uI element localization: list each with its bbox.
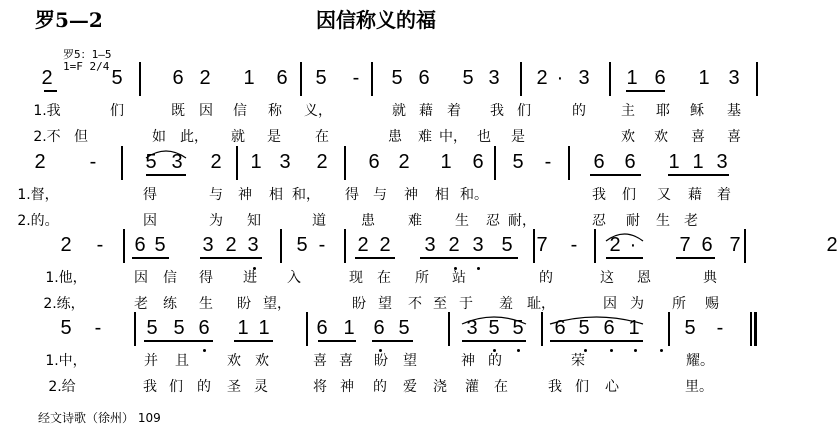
- low-octave-dot: [203, 349, 206, 352]
- lyric-verse1: 并: [144, 353, 158, 369]
- note: 2: [536, 67, 548, 89]
- lyric-verse2: 们: [169, 379, 183, 395]
- lyric-verse1: 望: [403, 353, 417, 369]
- lyric-verse2: 灵: [254, 379, 268, 395]
- note: -: [94, 317, 102, 339]
- lyric-verse2: 2.给: [48, 379, 76, 395]
- note: 5: [146, 317, 158, 339]
- lyric-verse2: 2.的。: [17, 213, 59, 229]
- note: 3: [716, 151, 728, 173]
- note: 6: [701, 234, 713, 256]
- lyric-verse2: 生: [455, 213, 469, 229]
- note: -: [544, 151, 552, 173]
- lyric-verse2: 神: [340, 379, 354, 395]
- note: 6: [134, 234, 146, 256]
- lyric-verse1: 盼: [374, 353, 388, 369]
- note: 1: [698, 67, 710, 89]
- scripture-source: 罗5：1—5: [63, 48, 112, 61]
- lyric-verse2: 难: [408, 213, 422, 229]
- lyric-verse1: 的: [572, 103, 586, 119]
- note: 2: [448, 234, 460, 256]
- lyric-verse1: 稣: [690, 103, 704, 119]
- lyric-verse2: 羞: [499, 296, 513, 312]
- lyric-verse1: 1.我: [33, 103, 61, 119]
- lyric-verse1: 1.督，: [17, 187, 59, 203]
- underline-beam: [234, 340, 273, 342]
- lyric-verse2: 患: [388, 129, 402, 145]
- low-octave-dot: [493, 349, 496, 352]
- note: 3: [171, 151, 183, 173]
- note: 6: [472, 151, 484, 173]
- lyric-verse2: 盼: [237, 296, 251, 312]
- note: -: [318, 234, 326, 256]
- lyric-verse2: 因: [603, 296, 617, 312]
- note: 3: [202, 234, 214, 256]
- lyric-verse1: 称: [268, 103, 282, 119]
- lyric-verse1: 耶: [656, 103, 670, 119]
- note: 5: [391, 67, 403, 89]
- lyric-verse2: 2.练，: [43, 296, 85, 312]
- note: 6: [603, 317, 615, 339]
- note: 2: [60, 234, 72, 256]
- lyric-verse2: 望，: [263, 296, 291, 312]
- note: 6: [198, 317, 210, 339]
- lyric-verse2: 患: [361, 213, 375, 229]
- bar-line: [134, 312, 136, 346]
- lyric-verse2: 但: [74, 129, 88, 145]
- note: 3: [466, 317, 478, 339]
- note: 7: [536, 234, 548, 256]
- lyric-verse2: 在: [315, 129, 329, 145]
- lyric-verse1: 因: [199, 103, 213, 119]
- note: 5: [512, 317, 524, 339]
- note: 1: [237, 317, 249, 339]
- lyric-verse1: 得: [143, 187, 157, 203]
- lyric-verse2: 如: [152, 129, 166, 145]
- lyric-verse1: 欢: [255, 353, 269, 369]
- note: -: [96, 234, 104, 256]
- lyric-verse2: 就: [231, 129, 245, 145]
- lyric-verse1: 主: [621, 103, 635, 119]
- note: 2: [34, 151, 46, 173]
- hymn-title: 因信称义的福: [316, 8, 436, 32]
- lyric-verse2: 耻，: [527, 296, 555, 312]
- underline-beam: [144, 340, 213, 342]
- lyric-verse2: 喜: [691, 129, 705, 145]
- note: 5: [501, 234, 513, 256]
- note: 6: [368, 151, 380, 173]
- lyric-verse1: 站: [452, 270, 466, 286]
- lyric-verse1: 现: [349, 270, 363, 286]
- lyric-verse2: 2.不: [33, 129, 61, 145]
- lyric-verse1: 荣: [571, 353, 585, 369]
- lyric-verse1: 喜: [313, 353, 327, 369]
- note: 5: [173, 317, 185, 339]
- lyric-verse1: 恩: [637, 270, 651, 286]
- lyric-verse2: 不: [408, 296, 422, 312]
- underline-beam: [550, 340, 643, 342]
- note: 5: [578, 317, 590, 339]
- lyric-verse1: 的: [488, 353, 502, 369]
- note: 1: [343, 317, 355, 339]
- lyric-verse1: 的: [539, 270, 553, 286]
- note: 3: [247, 234, 259, 256]
- footer-book: 经文诗歌（徐州） 109: [38, 411, 161, 425]
- lyric-verse2: 浇: [433, 379, 447, 395]
- lyric-verse1: 我: [490, 103, 504, 119]
- note: 5: [154, 234, 166, 256]
- final-bar-line: [754, 312, 757, 346]
- lyric-verse2: 望: [378, 296, 392, 312]
- lyric-verse2: 在: [494, 379, 508, 395]
- note: 2: [210, 151, 222, 173]
- lyric-verse2: 难: [418, 129, 432, 145]
- note: 1: [692, 151, 704, 173]
- lyric-verse2: 耐: [626, 213, 640, 229]
- lyric-verse1: 1.中，: [45, 353, 87, 369]
- final-bar-line: [750, 312, 752, 346]
- lyric-verse2: 们: [575, 379, 589, 395]
- lyric-verse1: 得: [345, 187, 359, 203]
- note: 6: [593, 151, 605, 173]
- low-octave-dot: [379, 349, 382, 352]
- note: 6: [418, 67, 430, 89]
- note: 7: [729, 234, 741, 256]
- lyric-verse1: 们: [517, 103, 531, 119]
- lyric-verse2: 道: [312, 213, 326, 229]
- note: 2: [609, 234, 621, 256]
- lyric-verse1: 因: [134, 270, 148, 286]
- note: 1: [243, 67, 255, 89]
- note: 5: [512, 151, 524, 173]
- lyric-verse1: 与: [373, 187, 387, 203]
- bar-line: [668, 312, 670, 346]
- note: 1: [250, 151, 262, 173]
- note: 6: [316, 317, 328, 339]
- note: 7: [679, 234, 691, 256]
- lyric-verse2: 里。: [685, 379, 713, 395]
- lyric-verse2: 忍: [592, 213, 606, 229]
- lyric-verse2: 耐，: [508, 213, 536, 229]
- lyric-verse1: 且: [175, 353, 189, 369]
- note: 5: [145, 151, 157, 173]
- lyric-verse2: 生: [656, 213, 670, 229]
- lyric-verse1: 又: [657, 187, 671, 203]
- note: 5: [315, 67, 327, 89]
- low-octave-dot: [517, 349, 520, 352]
- lyric-verse1: 和。: [460, 187, 488, 203]
- note: ·: [629, 234, 637, 256]
- lyric-verse2: 此，: [180, 129, 208, 145]
- note: 5: [296, 234, 308, 256]
- note: 2: [357, 234, 369, 256]
- note: 5: [488, 317, 500, 339]
- lyric-verse2: 的: [373, 379, 387, 395]
- note: -: [570, 234, 578, 256]
- note: 3: [472, 234, 484, 256]
- underline-beam: [372, 340, 413, 342]
- lyric-verse2: 盼: [352, 296, 366, 312]
- lyric-verse1: 义，: [304, 103, 332, 119]
- low-octave-dot: [610, 349, 613, 352]
- note: -: [352, 67, 360, 89]
- note: 3: [279, 151, 291, 173]
- note: 3: [728, 67, 740, 89]
- lyric-verse1: 我: [592, 187, 606, 203]
- lyric-verse2: 心: [605, 379, 619, 395]
- lyric-verse1: 神: [238, 187, 252, 203]
- low-octave-dot: [660, 349, 663, 352]
- lyric-verse1: 神: [461, 353, 475, 369]
- note: 1: [440, 151, 452, 173]
- note: 5: [60, 317, 72, 339]
- key-signature: 1=F 2/4: [63, 60, 110, 73]
- underline-beam: [462, 340, 526, 342]
- lyric-verse2: 喜: [727, 129, 741, 145]
- note: 2: [379, 234, 391, 256]
- lyric-verse2: 练: [163, 296, 177, 312]
- note: 6: [554, 317, 566, 339]
- note: 3: [488, 67, 500, 89]
- lyric-verse1: 这: [600, 270, 614, 286]
- lyric-verse2: 爱: [403, 379, 417, 395]
- note: 5: [684, 317, 696, 339]
- note: 2: [199, 67, 211, 89]
- note: -: [716, 317, 724, 339]
- note: 2: [225, 234, 237, 256]
- low-octave-dot: [584, 349, 587, 352]
- lyric-verse1: 们: [110, 103, 124, 119]
- note: 2: [398, 151, 410, 173]
- lyric-verse2: 欢: [621, 129, 635, 145]
- lyric-verse1: 1.他，: [45, 270, 87, 286]
- lyric-verse1: 就: [392, 103, 406, 119]
- note: 1: [258, 317, 270, 339]
- bar-line: [541, 312, 543, 346]
- lyric-verse2: 灌: [465, 379, 479, 395]
- lyric-verse2: 将: [313, 379, 327, 395]
- note: 6: [654, 67, 666, 89]
- lyric-verse1: 们: [622, 187, 636, 203]
- lyric-verse1: 在: [377, 270, 391, 286]
- lyric-verse2: 于: [459, 296, 473, 312]
- lyric-verse1: 基: [727, 103, 741, 119]
- lyric-verse2: 老: [134, 296, 148, 312]
- lyric-verse1: 着: [447, 103, 461, 119]
- lyric-verse1: 藉: [688, 187, 702, 203]
- lyric-verse2: 所: [672, 296, 686, 312]
- lyric-verse1: 相: [269, 187, 283, 203]
- lyric-verse2: 我: [143, 379, 157, 395]
- lyric-verse1: 与: [209, 187, 223, 203]
- note: 5: [398, 317, 410, 339]
- note: 5: [111, 67, 123, 89]
- lyric-verse2: 是: [511, 129, 525, 145]
- lyric-verse2: 中，: [439, 129, 467, 145]
- lyric-verse1: 和，: [292, 187, 320, 203]
- lyric-verse2: 欢: [654, 129, 668, 145]
- low-octave-dot: [634, 349, 637, 352]
- underline-beam: [318, 340, 356, 342]
- lyric-verse2: 老: [684, 213, 698, 229]
- lyric-verse1: 所: [415, 270, 429, 286]
- lyric-verse2: 知: [247, 213, 261, 229]
- lyric-verse1: 欢: [227, 353, 241, 369]
- lyric-verse1: 喜: [339, 353, 353, 369]
- lyric-verse2: 是: [267, 129, 281, 145]
- lyric-verse1: 信: [163, 270, 177, 286]
- note: 6: [276, 67, 288, 89]
- lyric-verse1: 耀。: [686, 353, 714, 369]
- note: 1: [626, 67, 638, 89]
- note: 3: [578, 67, 590, 89]
- lyric-verse1: 着: [717, 187, 731, 203]
- note: 2: [41, 67, 53, 89]
- note: 1: [668, 151, 680, 173]
- note: 5: [462, 67, 474, 89]
- lyric-verse2: 也: [477, 129, 491, 145]
- note: 6: [624, 151, 636, 173]
- lyric-verse1: 相: [435, 187, 449, 203]
- lyric-verse2: 圣: [227, 379, 241, 395]
- bar-line: [448, 312, 450, 346]
- note: 6: [373, 317, 385, 339]
- lyric-verse2: 为: [209, 213, 223, 229]
- note: ·: [556, 67, 564, 89]
- note: 2: [826, 234, 838, 256]
- note: 2: [316, 151, 328, 173]
- lyric-verse1: 得: [199, 270, 213, 286]
- lyric-verse1: 神: [404, 187, 418, 203]
- lyric-verse1: 典: [703, 270, 717, 286]
- scripture-reference: 罗5—2: [35, 8, 103, 32]
- lyric-verse2: 的: [197, 379, 211, 395]
- bar-line: [306, 312, 308, 346]
- lyric-verse2: 我: [548, 379, 562, 395]
- lyric-verse2: 赐: [705, 296, 719, 312]
- note: 6: [172, 67, 184, 89]
- lyric-verse2: 忍: [486, 213, 500, 229]
- lyric-verse2: 至: [433, 296, 447, 312]
- lyric-verse1: 入: [287, 270, 301, 286]
- lyric-verse2: 因: [143, 213, 157, 229]
- lyric-verse1: 信: [233, 103, 247, 119]
- note: -: [89, 151, 97, 173]
- lyric-verse1: 进: [243, 270, 257, 286]
- lyric-verse1: 既: [171, 103, 185, 119]
- lyric-verse2: 为: [630, 296, 644, 312]
- note: 1: [628, 317, 640, 339]
- lyric-verse2: 生: [199, 296, 213, 312]
- lyric-verse1: 藉: [419, 103, 433, 119]
- note: 3: [424, 234, 436, 256]
